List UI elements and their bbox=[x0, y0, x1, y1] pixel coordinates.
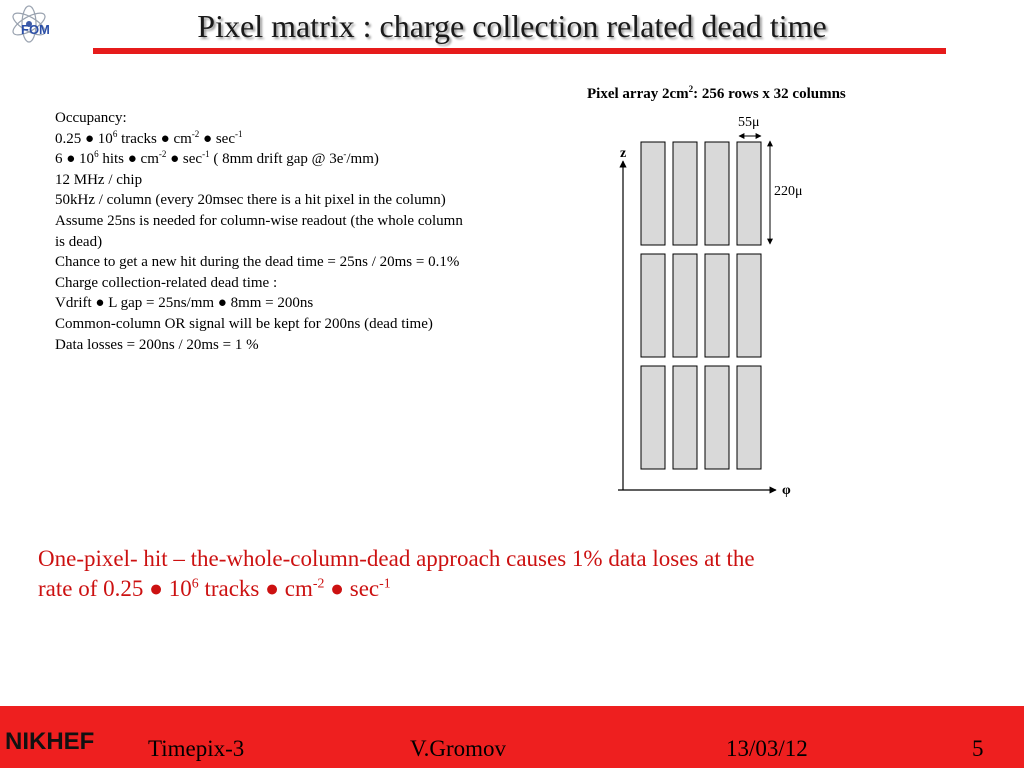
z-axis-label: z bbox=[620, 146, 627, 161]
pixel-cell bbox=[641, 142, 665, 245]
pixel-cell bbox=[673, 366, 697, 469]
notes-line: 50kHz / column (every 20msec there is a hit pixel in the column) bbox=[55, 192, 446, 209]
pixel-cell bbox=[641, 366, 665, 469]
phi-axis-label: φ bbox=[782, 483, 791, 498]
notes-line: Assume 25ns is needed for column-wise readout (the whole column bbox=[55, 212, 463, 229]
title-underline bbox=[93, 48, 946, 54]
pixel-array-diagram bbox=[600, 105, 820, 505]
notes-line: is dead) bbox=[55, 233, 103, 250]
pixel-cell bbox=[673, 254, 697, 357]
notes-line: 12 MHz / chip bbox=[55, 171, 143, 188]
conclusion-line-2: rate of 0.25 ● $10^6$ tracks ● $cm^{-2}$ ● $\sec^{-1}$ bbox=[38, 575, 391, 601]
pixel-cell bbox=[705, 366, 729, 469]
pixel-array-caption: Pixel array $2cm^2$: 256 rows x 32 columns bbox=[587, 84, 846, 102]
pixel-width-label: 55μ bbox=[738, 115, 760, 130]
pixel-grid bbox=[641, 142, 761, 469]
pixel-cell bbox=[705, 254, 729, 357]
page-number: 5 bbox=[972, 736, 984, 761]
notes-line: Vdrift ● L gap = 25ns/mm ● 8mm = 200ns bbox=[55, 295, 314, 312]
occupancy-notes bbox=[55, 108, 595, 355]
page-title: Pixel matrix : charge collection related dead time bbox=[197, 8, 827, 44]
conclusion-text bbox=[38, 544, 988, 604]
notes-line: Charge collection-related dead time : bbox=[55, 274, 278, 291]
footer-bar bbox=[0, 706, 1024, 768]
pixel-cell bbox=[641, 254, 665, 357]
conclusion-line-1: One-pixel- hit – the-whole-column-dead approach causes 1% data loses at the bbox=[38, 546, 755, 571]
pixel-cell bbox=[673, 142, 697, 245]
footer-date: 13/03/12 bbox=[726, 736, 808, 761]
nikhef-logo-text: NIKHEF bbox=[5, 728, 95, 755]
fom-logo-text: FOM bbox=[21, 22, 50, 37]
notes-line: Occupancy: bbox=[55, 110, 127, 126]
footer-event: Timepix-3 bbox=[148, 736, 245, 761]
notes-line: Data losses = 200ns / 20ms = 1 % bbox=[55, 336, 259, 353]
pixel-cell bbox=[705, 142, 729, 245]
notes-line: Chance to get a new hit during the dead time = 25ns / 20ms = 0.1% bbox=[55, 254, 460, 271]
pixel-cell bbox=[737, 142, 761, 245]
pixel-height-label: 220μ bbox=[774, 184, 803, 199]
notes-line: Common-column OR signal will be kept for 200ns (dead time) bbox=[55, 315, 433, 332]
pixel-cell bbox=[737, 366, 761, 469]
pixel-cell bbox=[737, 254, 761, 357]
footer-author: V.Gromov bbox=[410, 736, 507, 761]
notes-line: 6 ● $10^6$ hits ● $cm^{-2}$ ● $\sec^{-1}$ ( 8mm drift gap @ 3e-/mm) bbox=[55, 149, 379, 168]
notes-line: 0.25 ● $10^6$ tracks ● $cm^{-2}$ ● $\sec^{-1}$ bbox=[55, 128, 243, 147]
nikhef-logo bbox=[5, 716, 117, 760]
